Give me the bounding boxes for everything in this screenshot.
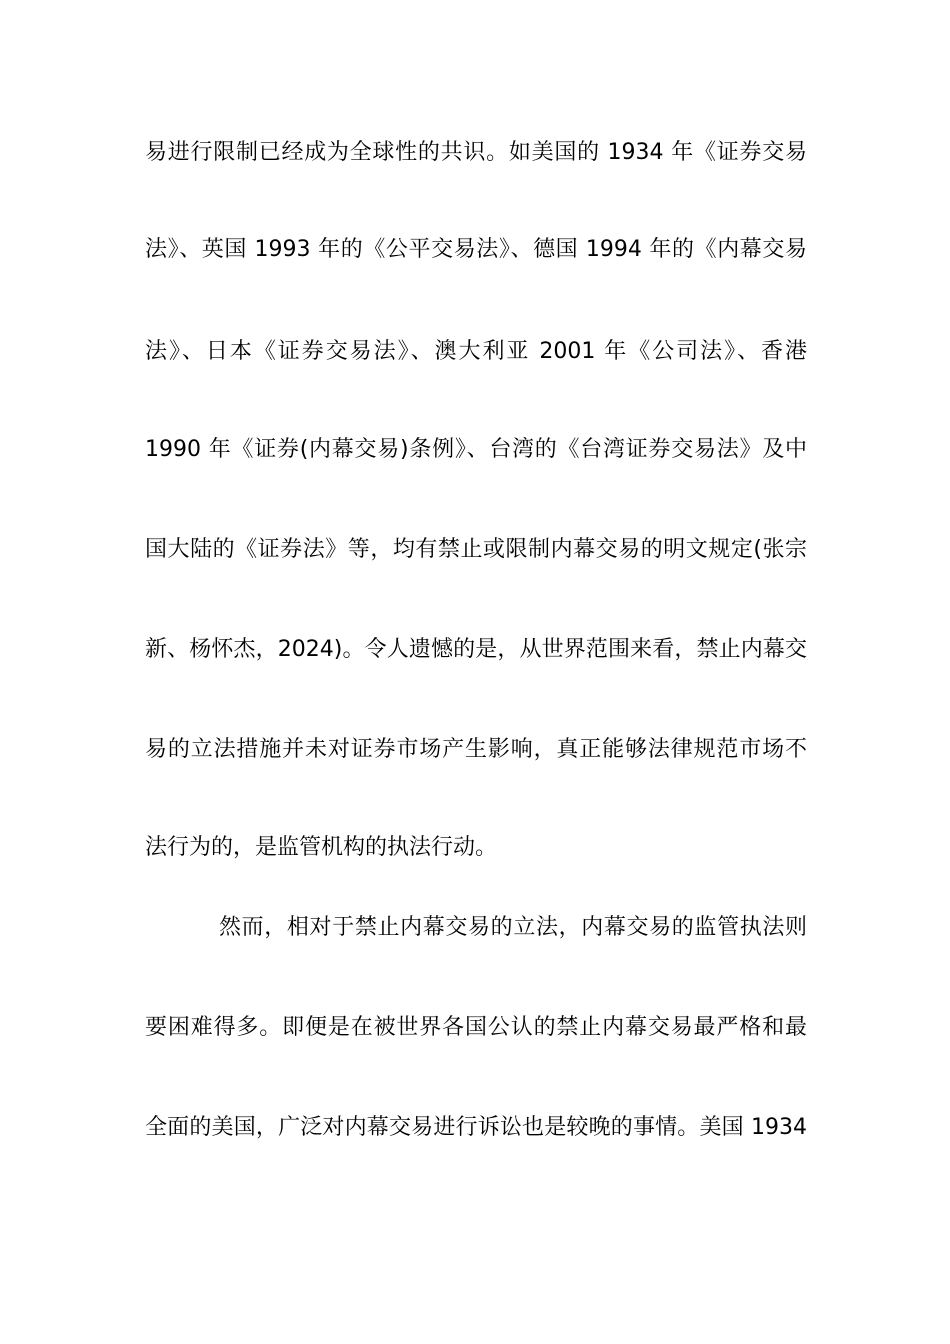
text-line: 要困难得多。即便是在被世界各国公认的禁止内幕交易最严格和最	[145, 1015, 807, 1040]
text-line: 法》、英国 1993 年的《公平交易法》、德国 1994 年的《内幕交易	[145, 237, 807, 262]
text-line: 国大陆的《证券法》等，均有禁止或限制内幕交易的明文规定(张宗	[145, 537, 807, 562]
paragraph-first-line: 然而，相对于禁止内幕交易的立法，内幕交易的监管执法则	[219, 915, 807, 940]
text-line: 1990 年《证券(内幕交易)条例》、台湾的《台湾证券交易法》及中	[145, 437, 807, 462]
text-line: 新、杨怀杰，2024)。令人遗憾的是，从世界范围来看，禁止内幕交	[145, 637, 807, 662]
text-line: 易的立法措施并未对证券市场产生影响，真正能够法律规范市场不	[145, 737, 807, 762]
text-line: 法》、日本《证券交易法》、澳大利亚 2001 年《公司法》、香港	[145, 339, 807, 364]
text-line: 全面的美国，广泛对内幕交易进行诉讼也是较晚的事情。美国 1934	[145, 1115, 807, 1140]
text-line: 易进行限制已经成为全球性的共识。如美国的 1934 年《证券交易	[145, 140, 807, 165]
text-line: 法行为的，是监管机构的执法行动。	[145, 835, 498, 860]
